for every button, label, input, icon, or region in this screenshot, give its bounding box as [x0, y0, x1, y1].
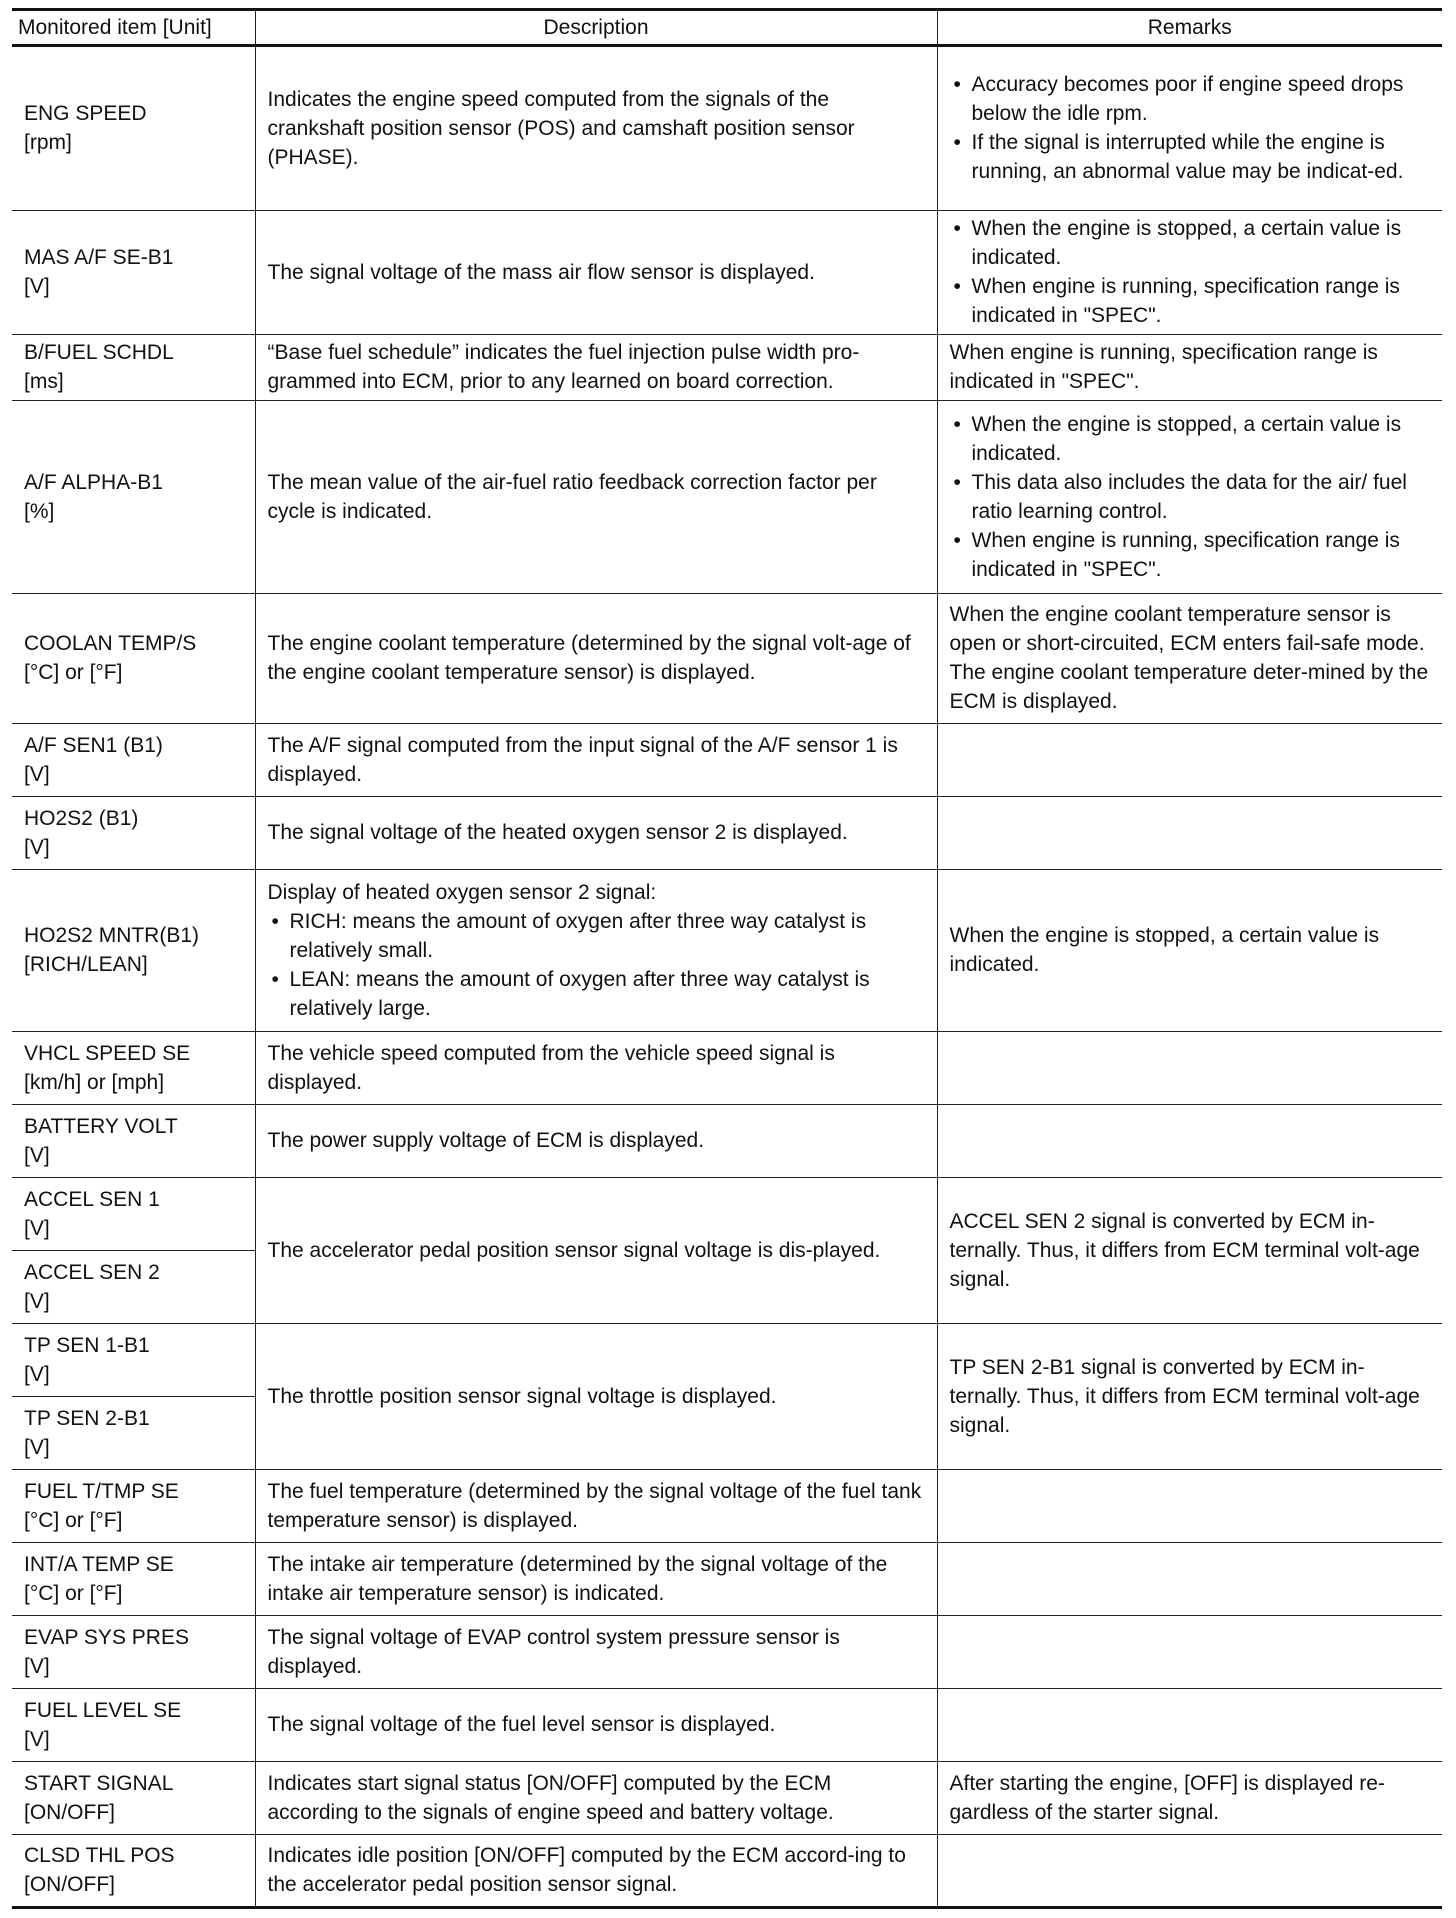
description-cell: The engine coolant temperature (determined by the signal volt-age of the engine coolant temperature sensor) is displayed. — [255, 594, 937, 724]
remarks-bullet: • When the engine is stopped, a certain value is indicated. — [950, 214, 1433, 272]
remarks-bullet: • This data also includes the data for the air/ fuel ratio learning control. — [950, 468, 1433, 526]
item-name: INT/A TEMP SE — [24, 1552, 174, 1576]
remarks-cell — [937, 1543, 1442, 1616]
item-name: ACCEL SEN 1 — [24, 1187, 160, 1211]
remarks-list — [950, 70, 1433, 186]
remarks-bullet: • When engine is running, specification range is indicated in "SPEC". — [950, 526, 1433, 584]
remarks-cell — [937, 1105, 1442, 1178]
item-cell — [12, 870, 255, 1032]
item-cell — [12, 724, 255, 797]
item-name: CLSD THL POS — [24, 1844, 175, 1867]
remarks-cell — [937, 1470, 1442, 1543]
remarks-cell: When engine is running, specification range is indicated in "SPEC". — [937, 335, 1442, 401]
table-row — [12, 870, 1442, 1032]
table-row — [12, 594, 1442, 724]
item-unit: [V] — [24, 835, 50, 859]
table-row — [12, 1470, 1442, 1543]
remarks-cell: TP SEN 2-B1 signal is converted by ECM in-ternally. Thus, it differs from ECM terminal volt-age signal. — [937, 1324, 1442, 1470]
remarks-cell — [937, 724, 1442, 797]
item-unit: [ON/OFF] — [24, 1873, 115, 1896]
item-unit: [V] — [24, 1727, 50, 1751]
table-row — [12, 1835, 1442, 1908]
item-cell — [12, 1616, 255, 1689]
item-unit: [V] — [24, 1435, 50, 1459]
description-cell: Indicates idle position [ON/OFF] computed by the ECM accord-ing to the accelerator pedal position sensor signal. — [255, 1835, 937, 1908]
description-cell: The power supply voltage of ECM is displayed. — [255, 1105, 937, 1178]
table-row — [12, 1178, 1442, 1251]
table-row — [12, 1616, 1442, 1689]
description-cell: The vehicle speed computed from the vehicle speed signal is displayed. — [255, 1032, 937, 1105]
item-cell — [12, 401, 255, 594]
description-cell: The signal voltage of EVAP control system pressure sensor is displayed. — [255, 1616, 937, 1689]
item-cell — [12, 1178, 255, 1251]
monitor-table-page — [12, 8, 1442, 1909]
item-name: ENG SPEED — [24, 102, 147, 125]
item-cell — [12, 1470, 255, 1543]
remarks-bullet: • Accuracy becomes poor if engine speed drops below the idle rpm. — [950, 70, 1433, 128]
description-cell — [255, 870, 937, 1032]
item-cell — [12, 1835, 255, 1908]
item-name: BATTERY VOLT — [24, 1114, 178, 1138]
item-cell — [12, 335, 255, 401]
item-unit: [km/h] or [mph] — [24, 1070, 165, 1094]
item-cell — [12, 1324, 255, 1397]
item-unit: [rpm] — [24, 131, 72, 154]
remarks-cell: When the engine coolant temperature sensor is open or short-circuited, ECM enters fail-safe mode. The engine coolant temperature deter-mined by the ECM is displayed. — [937, 594, 1442, 724]
item-name: HO2S2 MNTR(B1) — [24, 924, 200, 947]
table-row — [12, 1324, 1442, 1397]
description-bullet: • RICH: means the amount of oxygen after three way catalyst is relatively small. — [268, 907, 927, 965]
item-unit: [RICH/LEAN] — [24, 953, 148, 976]
table-row — [12, 401, 1442, 594]
remarks-cell — [937, 797, 1442, 870]
item-name: ACCEL SEN 2 — [24, 1260, 160, 1284]
item-cell — [12, 1397, 255, 1470]
remarks-cell: ACCEL SEN 2 signal is converted by ECM in-ternally. Thus, it differs from ECM terminal volt-age signal. — [937, 1178, 1442, 1324]
remarks-cell — [937, 211, 1442, 335]
remarks-cell — [937, 1032, 1442, 1105]
table-row — [12, 211, 1442, 335]
description-cell: The signal voltage of the mass air flow sensor is displayed. — [255, 211, 937, 335]
remarks-cell: When the engine is stopped, a certain value is indicated. — [937, 870, 1442, 1032]
item-cell — [12, 1251, 255, 1324]
description-list — [268, 907, 927, 1023]
item-name: B/FUEL SCHDL — [24, 341, 174, 364]
item-cell — [12, 797, 255, 870]
description-intro: Display of heated oxygen sensor 2 signal: — [267, 880, 657, 904]
item-cell — [12, 46, 255, 211]
table-row — [12, 724, 1442, 797]
description-cell: The A/F signal computed from the input signal of the A/F sensor 1 is displayed. — [255, 724, 937, 797]
item-name: MAS A/F SE-B1 — [24, 246, 174, 269]
description-cell: The signal voltage of the fuel level sensor is displayed. — [255, 1689, 937, 1762]
table-row — [12, 797, 1442, 870]
item-name: HO2S2 (B1) — [24, 806, 139, 830]
table-row — [12, 1762, 1442, 1835]
item-name: A/F ALPHA-B1 — [24, 470, 163, 494]
item-unit: [ON/OFF] — [24, 1800, 115, 1824]
item-name: COOLAN TEMP/S — [24, 632, 197, 655]
remarks-cell — [937, 1689, 1442, 1762]
item-unit: [V] — [24, 1362, 50, 1386]
remarks-list — [950, 410, 1433, 584]
item-unit: [V] — [24, 1289, 50, 1313]
remarks-cell — [937, 1835, 1442, 1908]
item-name: EVAP SYS PRES — [24, 1625, 189, 1649]
item-unit: [V] — [24, 1654, 50, 1678]
table-row — [12, 1032, 1442, 1105]
item-unit: [°C] or [°F] — [24, 1581, 123, 1605]
remarks-bullet: • When engine is running, specification range is indicated in "SPEC". — [950, 272, 1433, 330]
item-unit: [°C] or [°F] — [24, 661, 123, 684]
item-name: FUEL LEVEL SE — [24, 1698, 182, 1722]
header-remarks: Remarks — [937, 10, 1442, 46]
remarks-cell — [937, 1616, 1442, 1689]
item-name: A/F SEN1 (B1) — [24, 733, 163, 757]
monitored-items-table — [12, 8, 1442, 1909]
header-monitored-item: Monitored item [Unit] — [12, 10, 255, 46]
description-cell: The throttle position sensor signal voltage is displayed. — [255, 1324, 937, 1470]
description-cell: The intake air temperature (determined by the signal voltage of the intake air temperature sensor) is indicated. — [255, 1543, 937, 1616]
remarks-cell — [937, 46, 1442, 211]
item-cell — [12, 1105, 255, 1178]
description-cell: The accelerator pedal position sensor signal voltage is dis-played. — [255, 1178, 937, 1324]
description-bullet: • LEAN: means the amount of oxygen after three way catalyst is relatively large. — [268, 965, 927, 1023]
item-cell — [12, 1032, 255, 1105]
item-unit: [V] — [24, 275, 50, 298]
table-row — [12, 335, 1442, 401]
item-name: VHCL SPEED SE — [24, 1041, 191, 1065]
item-unit: [V] — [24, 1216, 50, 1240]
item-cell — [12, 594, 255, 724]
remarks-bullet: • When the engine is stopped, a certain value is indicated. — [950, 410, 1433, 468]
item-unit: [°C] or [°F] — [24, 1508, 123, 1532]
description-cell: Indicates the engine speed computed from the signals of the crankshaft position sensor (POS) and camshaft position sensor (PHASE). — [255, 46, 937, 211]
remarks-cell: After starting the engine, [OFF] is displayed re-gardless of the starter signal. — [937, 1762, 1442, 1835]
table-header-row — [12, 10, 1442, 46]
item-unit: [V] — [24, 762, 50, 786]
item-unit: [ms] — [24, 370, 64, 393]
description-cell: The fuel temperature (determined by the signal voltage of the fuel tank temperature sensor) is displayed. — [255, 1470, 937, 1543]
remarks-cell — [937, 401, 1442, 594]
item-unit: [V] — [24, 1143, 50, 1167]
header-description: Description — [255, 10, 937, 46]
table-row — [12, 1543, 1442, 1616]
item-name: TP SEN 2-B1 — [24, 1406, 150, 1430]
item-cell — [12, 1689, 255, 1762]
item-name: FUEL T/TMP SE — [24, 1479, 179, 1503]
remarks-bullet: • If the signal is interrupted while the engine is running, an abnormal value may be indicat-ed. — [950, 128, 1433, 186]
item-name: START SIGNAL — [24, 1771, 174, 1795]
item-cell — [12, 1543, 255, 1616]
table-row — [12, 46, 1442, 211]
table-row — [12, 1105, 1442, 1178]
table-row — [12, 1689, 1442, 1762]
item-name: TP SEN 1-B1 — [24, 1333, 150, 1357]
item-unit: [%] — [24, 499, 55, 523]
description-cell: Indicates start signal status [ON/OFF] computed by the ECM according to the signals of engine speed and battery voltage. — [255, 1762, 937, 1835]
description-cell: “Base fuel schedule” indicates the fuel injection pulse width pro-grammed into ECM, prior to any learned on board correction. — [255, 335, 937, 401]
description-cell: The signal voltage of the heated oxygen sensor 2 is displayed. — [255, 797, 937, 870]
remarks-list — [950, 214, 1433, 330]
item-cell — [12, 211, 255, 335]
description-cell: The mean value of the air-fuel ratio feedback correction factor per cycle is indicated. — [255, 401, 937, 594]
item-cell — [12, 1762, 255, 1835]
